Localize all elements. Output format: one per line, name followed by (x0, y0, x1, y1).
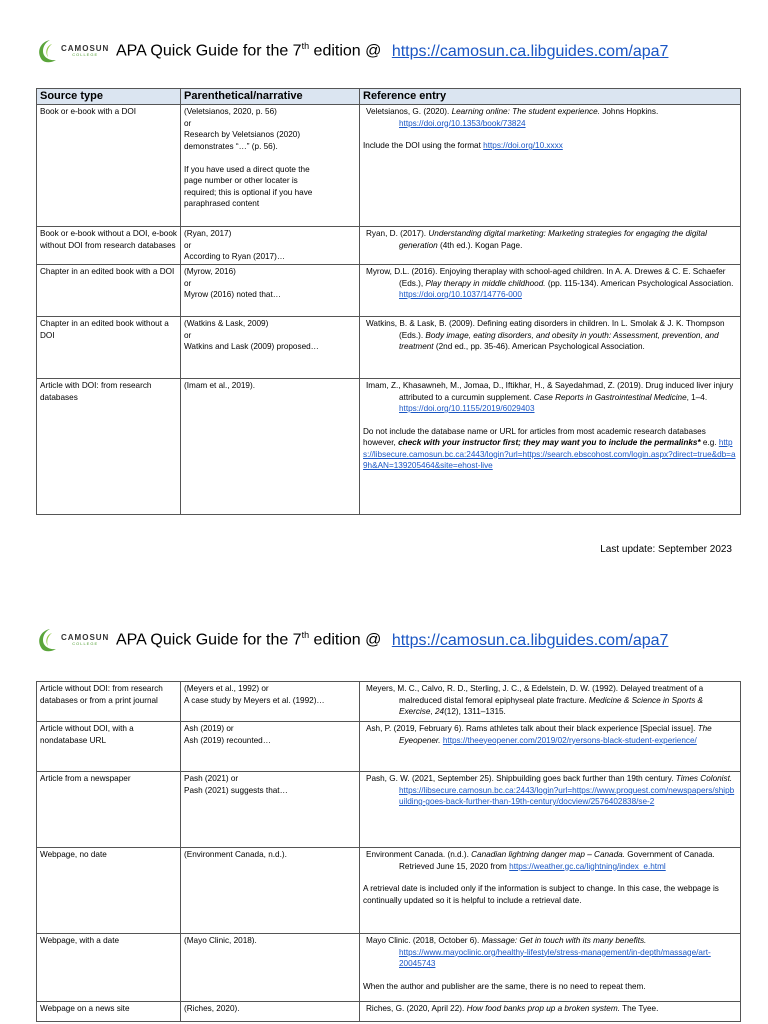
paren-cell (181, 379, 360, 515)
apa-table-2 (36, 681, 741, 1022)
table-row (37, 227, 741, 265)
ref-title: Massage: Get in touch with its many benefits. (481, 936, 647, 945)
paren-line: (Ryan, 2017) (184, 229, 232, 238)
ref-author: Meyers, M. C., Calvo, R. D., Sterling, J. C., & Edelstein, D. W. (1992). Delayed treatment of a malreduced distal femoral epiphyseal plate fracture. (366, 684, 704, 705)
paren-cell (181, 682, 360, 722)
source-type-cell: Webpage, no date (37, 848, 181, 934)
ref-publisher: (12), 1311–1315. (444, 707, 506, 716)
ref-author: Ryan, D. (2017). (366, 229, 427, 238)
page-header-2 (36, 623, 668, 657)
page-title (116, 630, 668, 649)
ref-author: Mayo Clinic. (2018, October 6). (366, 936, 480, 945)
title-prefix: APA Quick Guide for the 7 (116, 42, 302, 60)
reference-cell (360, 772, 741, 848)
paren-line: Ash (2019) or (184, 724, 234, 733)
paren-cell (181, 848, 360, 934)
reference-cell (360, 934, 741, 1002)
ref-publisher: Government of Canada. Retrieved June 15, 2020 from (399, 850, 715, 871)
reference-note (363, 426, 737, 472)
paren-line: (Myrow, 2016) (184, 267, 236, 276)
title-suffix: edition @ (309, 42, 382, 60)
libguides-link[interactable]: https://camosun.ca.libguides.com/apa7 (391, 631, 669, 649)
col-header-reference: Reference entry (360, 89, 741, 105)
paren-line: paraphrased content (184, 199, 260, 208)
ref-title: Case Reports in Gastrointestinal Medicine (533, 392, 687, 402)
logo-name: CAMOSUN (61, 44, 110, 53)
ref-publisher: The Tyee. (622, 1004, 659, 1013)
col-header-source: Source type (37, 89, 181, 105)
title-sup: th (301, 630, 310, 641)
ref-title: Learning online: The student experience. (451, 107, 600, 116)
paren-spacer (184, 152, 356, 164)
paren-line: (Environment Canada, n.d.). (184, 850, 287, 859)
paren-cell (181, 265, 360, 317)
table-row (37, 1002, 741, 1022)
ref-publisher: (2nd ed., pp. 35-46). American Psychological Association. (435, 342, 645, 351)
camosun-swoosh-icon (36, 627, 58, 653)
camosun-logo (36, 38, 112, 64)
paren-line: or (184, 118, 192, 128)
reference-cell (360, 105, 741, 227)
note-text: Include the DOI using the format (363, 141, 481, 150)
title-prefix: APA Quick Guide for the 7 (116, 631, 302, 649)
reference-cell (360, 227, 741, 265)
paren-cell (181, 227, 360, 265)
paren-line: If you have used a direct quote the (184, 164, 310, 174)
webpage-url-link[interactable]: https://weather.gc.ca/lightning/index_e.html (509, 861, 666, 871)
paren-line: required; this is optional if you have (184, 187, 313, 197)
ref-title: Medicine & Science in Sports & Exercise (399, 695, 704, 716)
ref-publisher: (4th ed.). Kogan Page. (439, 240, 523, 250)
doi-link[interactable]: https://doi.org/10.1037/14776-000 (399, 290, 522, 299)
source-type-cell: Chapter in an edited book without a DOI (37, 317, 181, 379)
reference-entry (363, 723, 737, 746)
source-type-cell: Chapter in an edited book with a DOI (37, 265, 181, 317)
paren-line: or (184, 278, 192, 288)
reference-entry (363, 935, 737, 970)
reference-entry (363, 1003, 737, 1015)
ref-author: Environment Canada. (n.d.). (366, 850, 469, 859)
ref-publisher: , 1–4. (686, 392, 708, 402)
reference-cell (360, 379, 741, 515)
table-row (37, 317, 741, 379)
logo-sub: COLLEGE (72, 641, 99, 646)
table-row (37, 379, 741, 515)
ref-volume: 24 (434, 707, 445, 716)
reference-entry (363, 106, 737, 129)
reference-cell (360, 848, 741, 934)
ref-title: The Eyeopener. (399, 724, 712, 745)
reference-entry (363, 228, 737, 251)
paren-line: or (184, 240, 192, 250)
reference-cell (360, 265, 741, 317)
source-type-cell: Article without DOI, with a nondatabase URL (37, 722, 181, 772)
paren-line: or (184, 330, 192, 340)
reference-cell (360, 317, 741, 379)
webpage-url-link[interactable]: https://www.mayoclinic.org/healthy-lifestyle/stress-management/in-depth/massage/art-20045743 (399, 947, 711, 968)
source-type-cell: Article without DOI: from research databases or from a print journal (37, 682, 181, 722)
camosun-swoosh-icon (36, 38, 58, 64)
table-row (37, 265, 741, 317)
reference-note: When the author and publisher are the same, there is no need to repeat them. (363, 981, 646, 991)
ref-author: Watkins, B. & Lask, B. (2009). Defining eating disorders in children. In L. Smolak & J. K. Thompson (Eds.). (366, 319, 725, 340)
paren-line: Myrow (2016) noted that… (184, 290, 281, 299)
ref-title: Canadian lightning danger map – Canada. (471, 850, 625, 859)
paren-line: (Imam et al., 2019). (184, 381, 255, 390)
paren-line: Ash (2019) recounted… (184, 735, 271, 745)
paren-line: Research by Veletsianos (2020) (184, 130, 301, 139)
reference-note (363, 140, 737, 152)
note-suffix: e.g. (702, 438, 717, 447)
paren-line: page number or other locater is (184, 176, 298, 185)
permalink-example-link[interactable]: https://libsecure.camosun.bc.ca:2443/login?url=https://search.ebscohost.com/login.aspx?direct=true&db=a9h&AN=139205464&site=ehost-live (363, 438, 736, 470)
ref-author: Riches, G. (2020, April 22). (366, 1004, 465, 1013)
paren-cell (181, 105, 360, 227)
source-type-cell: Webpage on a news site (37, 1002, 181, 1022)
camosun-logo (36, 627, 112, 653)
note-emphasis: check with your instructor first; they may want you to include the permalinks* (398, 438, 701, 447)
paren-cell (181, 934, 360, 1002)
paren-cell (181, 317, 360, 379)
paren-line: (Meyers et al., 1992) or (184, 684, 269, 693)
note-text: Do not include the database name or URL for articles from most academic research databases however, (363, 426, 706, 447)
table-row (37, 682, 741, 722)
paren-line: demonstrates “…” (p. 56). (184, 141, 278, 151)
paren-cell (181, 722, 360, 772)
paren-line: (Watkins & Lask, 2009) (184, 319, 269, 328)
reference-entry (363, 773, 737, 808)
page-title (116, 41, 668, 60)
table-row (37, 772, 741, 848)
reference-cell (360, 682, 741, 722)
ref-publisher: (pp. 115-134). American Psychological Association. (547, 278, 734, 288)
reference-entry (363, 318, 737, 353)
title-suffix: edition @ (309, 631, 382, 649)
ref-title: Body image, eating disorders, and obesity in youth: Assessment, prevention, and treatment (399, 330, 719, 351)
reference-cell (360, 1002, 741, 1022)
paren-cell (181, 772, 360, 848)
reference-cell (360, 722, 741, 772)
reference-note: A retrieval date is included only if the information is subject to change. In this case, the webpage is continually updated so it is helpful to include a retrieval date. (363, 884, 719, 905)
reference-entry: Meyers, M. C., Calvo, R. D., Sterling, J. C., & Edelstein, D. W. (1992). Delayed treatment of a malreduced distal femoral epiphyseal plate fracture. Medicine & Science in Sports & Exercise, 24(12), 1311–1315. (366, 684, 704, 716)
table-row (37, 105, 741, 227)
paren-line: (Riches, 2020). (184, 1004, 240, 1013)
ref-title: Understanding digital marketing: Marketing strategies for engaging the digital generation (399, 229, 707, 250)
paren-line: According to Ryan (2017)… (184, 252, 286, 261)
doi-link[interactable]: https://doi.org/10.1353/book/73824 (399, 118, 526, 128)
last-update: Last update: September 2023 (600, 544, 732, 555)
article-url-link[interactable]: https://theeyeopener.com/2019/02/ryersons-black-student-experience/ (442, 735, 697, 745)
paren-line: Pash (2021) or (184, 774, 239, 783)
paren-line: (Veletsianos, 2020, p. 56) (184, 107, 277, 116)
source-type-cell: Book or e-book without a DOI, e-book without DOI from research databases (37, 227, 181, 265)
ref-title: Times Colonist. (675, 774, 733, 783)
libguides-link[interactable]: https://camosun.ca.libguides.com/apa7 (391, 42, 669, 60)
ref-author: Veletsianos, G. (2020). (366, 107, 450, 116)
logo-sub: COLLEGE (72, 52, 99, 57)
doi-link[interactable]: https://doi.org/10.1155/2019/6029403 (399, 404, 535, 413)
page-header-1 (36, 34, 668, 68)
paren-line: Watkins and Lask (2009) proposed… (184, 342, 319, 351)
table-row (37, 934, 741, 1002)
doi-format-link[interactable]: https://doi.org/10.xxxx (483, 141, 563, 150)
table-row (37, 848, 741, 934)
paren-line: (Mayo Clinic, 2018). (184, 936, 257, 945)
reference-entry (363, 380, 737, 415)
title-sup: th (301, 41, 310, 52)
reference-entry (363, 849, 737, 872)
table-row (37, 722, 741, 772)
source-type-cell: Article from a newspaper (37, 772, 181, 848)
ref-author: Pash, G. W. (2021, September 25). Shipbuilding goes back further than 19th century. (366, 774, 674, 783)
newspaper-url-link[interactable]: https://libsecure.camosun.bc.ca:2443/login?url=https://www.proquest.com/newspapers/shipbuilding-goes-back-further-than-19th-century/docview/2576402838/se-2 (399, 785, 735, 806)
ref-author: Ash, P. (2019, February 6). Rams athletes talk about their black experience [Special issue]. (366, 724, 696, 733)
ref-author: Imam, Z., Khasawneh, M., Jomaa, D., Iftikhar, H., & Sayedahmad, Z. (2019). Drug induced liver injury attributed to a curcumin supplement. (366, 381, 734, 402)
ref-title: How food banks prop up a broken system. (466, 1004, 620, 1013)
paren-line: A case study by Meyers et al. (1992)… (184, 695, 325, 705)
ref-author: Myrow, D.L. (2016). Enjoying theraplay with school-aged children. In A. A. Drewes & C. E. Schaefer (Eds.), (366, 267, 726, 288)
ref-title: Play therapy in middle childhood. (425, 278, 546, 288)
source-type-cell: Book or e-book with a DOI (37, 105, 181, 227)
apa-table-1 (36, 88, 741, 515)
ref-publisher: Johns Hopkins. (602, 107, 659, 116)
source-type-cell: Webpage, with a date (37, 934, 181, 1002)
paren-line: Pash (2021) suggests that… (184, 785, 288, 795)
source-type-cell: Article with DOI: from research databases (37, 379, 181, 515)
paren-cell (181, 1002, 360, 1022)
col-header-paren: Parenthetical/narrative (181, 89, 360, 105)
reference-entry (363, 266, 737, 301)
logo-name: CAMOSUN (61, 633, 110, 642)
table-header-row (37, 89, 741, 105)
